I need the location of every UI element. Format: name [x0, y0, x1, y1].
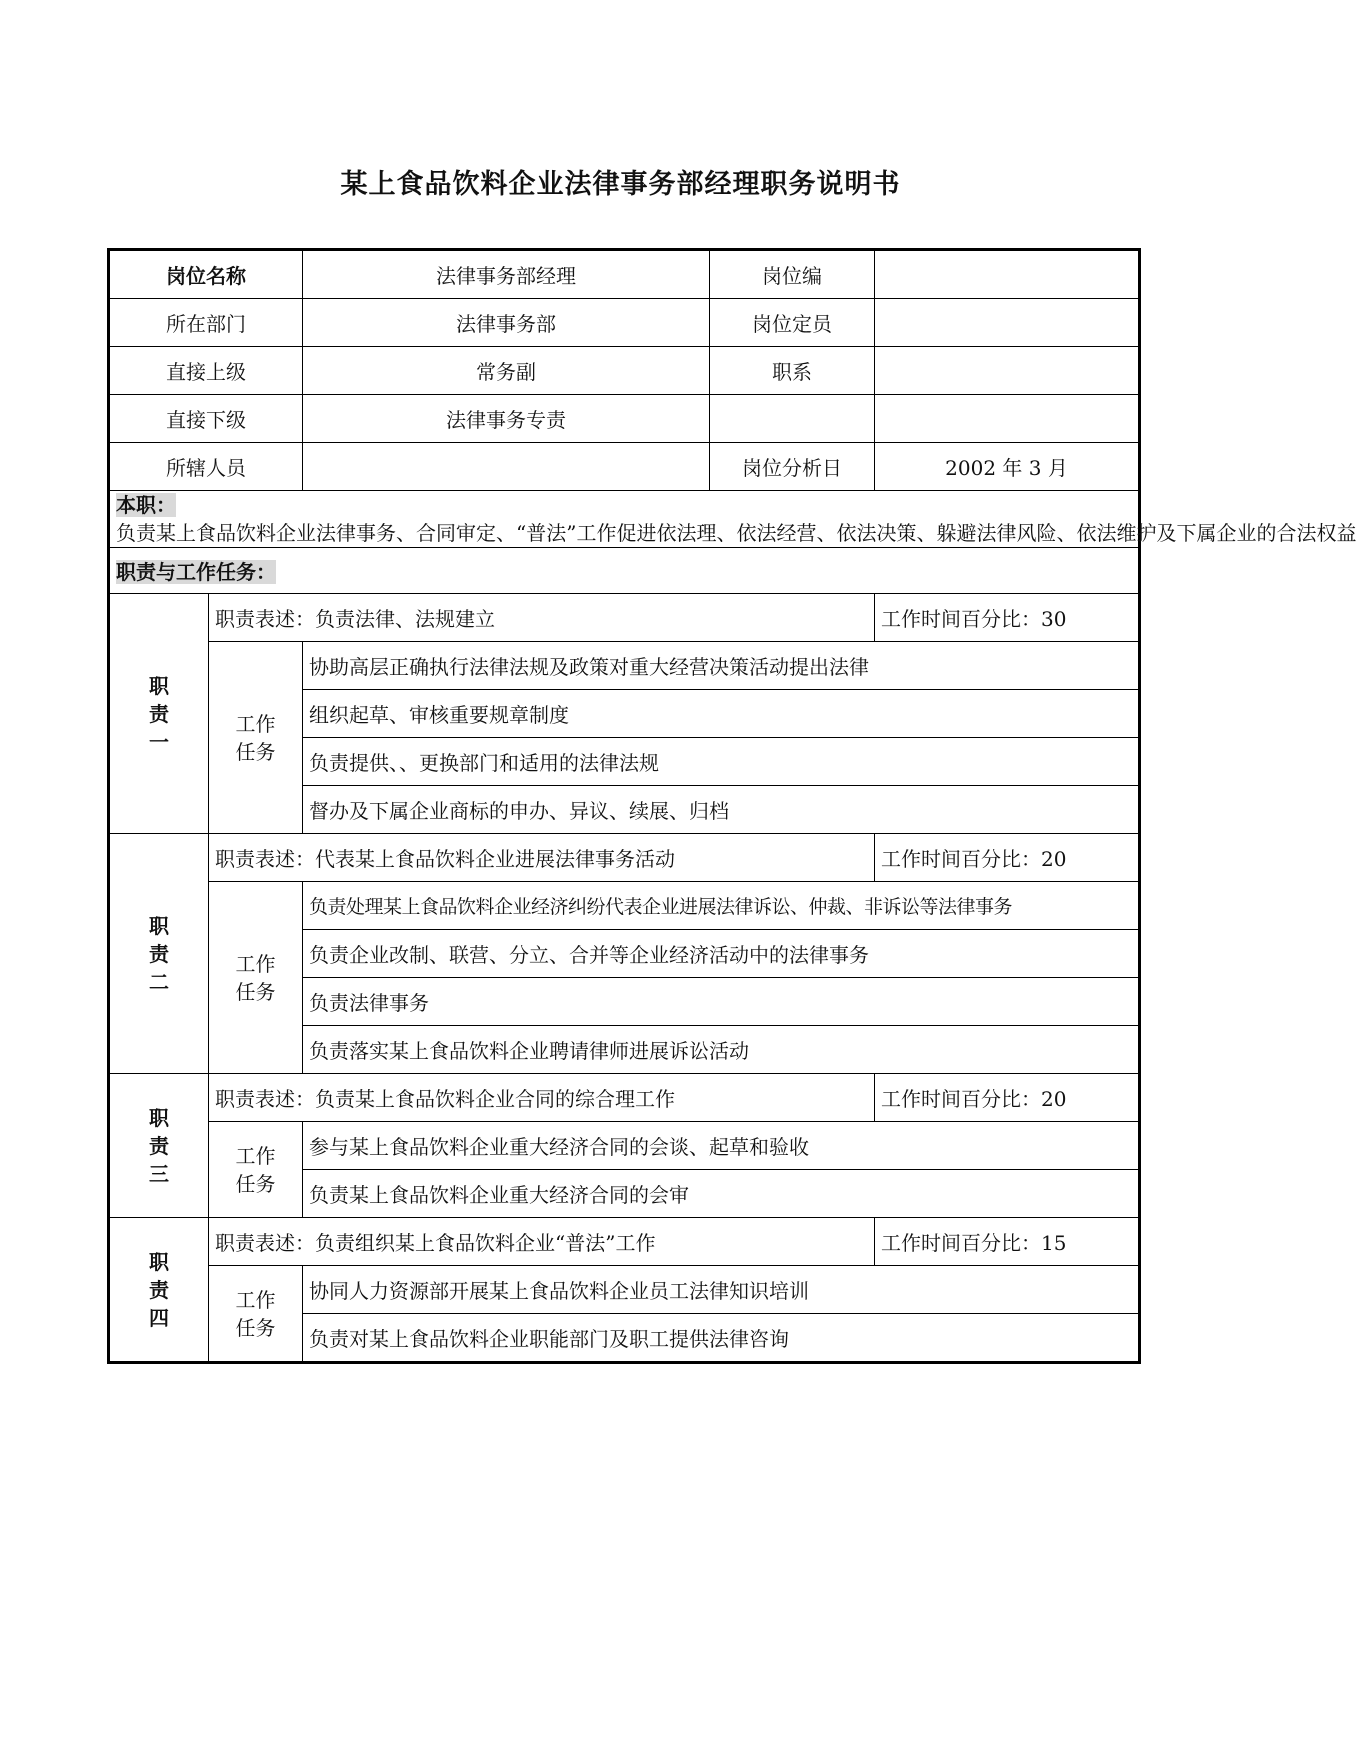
position-name-value: 法律事务部经理	[303, 250, 710, 299]
responsibility-3-statement: 职责表述：负责某上食品饮料企业合同的综合理工作	[209, 1074, 875, 1122]
responsibility-1-task-2: 组织起草、审核重要规章制度	[303, 690, 1140, 738]
responsibility-1-task-label: 工作任务	[235, 711, 276, 764]
job-family-value	[875, 347, 1140, 395]
responsibility-1-statement-row	[109, 594, 1140, 642]
superior-value: 常务副	[303, 347, 710, 395]
info-row-position-name	[109, 250, 1140, 299]
analysis-date-value: 2002 年 3 月	[875, 443, 1140, 491]
responsibility-4-percent: 工作时间百分比：15	[875, 1218, 1140, 1266]
responsibility-4-statement: 职责表述：负责组织某上食品饮料企业“普法”工作	[209, 1218, 875, 1266]
responsibility-2-statement-row	[109, 834, 1140, 882]
responsibility-3-label	[109, 1074, 209, 1218]
department-label: 所在部门	[109, 299, 303, 347]
blank-value	[875, 395, 1140, 443]
position-code-value	[875, 250, 1140, 299]
headcount-label: 岗位定员	[710, 299, 875, 347]
responsibility-1-name: 职责一	[149, 673, 169, 754]
responsibility-1-percent: 工作时间百分比：30	[875, 594, 1140, 642]
responsibility-4-task-1: 协同人力资源部开展某上食品饮料企业员工法律知识培训	[303, 1266, 1140, 1314]
job-family-label: 职系	[710, 347, 875, 395]
responsibility-2-task-row	[109, 882, 1140, 930]
headcount-value	[875, 299, 1140, 347]
responsibility-2-percent: 工作时间百分比：20	[875, 834, 1140, 882]
responsibility-4-name: 职责四	[149, 1249, 169, 1330]
responsibility-3-percent: 工作时间百分比：20	[875, 1074, 1140, 1122]
info-row-staff	[109, 443, 1140, 491]
responsibility-2-task-3: 负责法律事务	[303, 978, 1140, 1026]
info-row-department	[109, 299, 1140, 347]
responsibility-1-task-4: 督办及下属企业商标的申办、异议、续展、归档	[303, 786, 1140, 834]
core-duty-cell	[109, 491, 1356, 548]
tasks-header: 职责与工作任务：	[116, 560, 276, 584]
responsibility-4-label	[109, 1218, 209, 1363]
core-duty-text: 负责某上食品饮料企业法律事务、合同审定、“普法”工作促进依法理、依法经营、依法决策、躲避法律风险、依法维护及下属企业的合法权益	[116, 521, 1356, 545]
responsibility-2-label	[109, 834, 209, 1074]
responsibility-2-name: 职责二	[149, 913, 169, 994]
responsibility-1-statement: 职责表述：负责法律、法规建立	[209, 594, 875, 642]
tasks-header-row	[109, 548, 1140, 594]
job-description-table	[107, 248, 1356, 1364]
staff-label: 所辖人员	[109, 443, 303, 491]
department-value: 法律事务部	[303, 299, 710, 347]
position-code-label: 岗位编	[710, 250, 875, 299]
responsibility-2-task-1: 负责处理某上食品饮料企业经济纠纷代表企业进展法律诉讼、仲裁、非诉讼等法律事务	[303, 882, 1140, 930]
superior-label: 直接上级	[109, 347, 303, 395]
core-duty-row	[109, 491, 1140, 548]
analysis-date-label: 岗位分析日	[710, 443, 875, 491]
responsibility-3-task-label: 工作任务	[235, 1143, 276, 1196]
responsibility-1-task-1: 协助高层正确执行法律法规及政策对重大经营决策活动提出法律	[303, 642, 1140, 690]
responsibility-2-statement: 职责表述：代表某上食品饮料企业进展法律事务活动	[209, 834, 875, 882]
info-row-superior	[109, 347, 1140, 395]
responsibility-1-label	[109, 594, 209, 834]
responsibility-4-task-label: 工作任务	[235, 1287, 276, 1340]
responsibility-3-statement-row	[109, 1074, 1140, 1122]
position-name-label: 岗位名称	[109, 250, 303, 299]
responsibility-3-name: 职责三	[149, 1105, 169, 1186]
core-duty-label: 本职：	[116, 493, 176, 517]
subordinate-label: 直接下级	[109, 395, 303, 443]
page-title: 某上食品饮料企业法律事务部经理职务说明书	[340, 169, 901, 200]
responsibility-2-task-4: 负责落实某上食品饮料企业聘请律师进展诉讼活动	[303, 1026, 1140, 1074]
responsibility-4-task-row	[109, 1266, 1140, 1314]
responsibility-3-task-row	[109, 1122, 1140, 1170]
blank-label	[710, 395, 875, 443]
info-row-subordinate	[109, 395, 1140, 443]
responsibility-3-task-2: 负责某上食品饮料企业重大经济合同的会审	[303, 1170, 1140, 1218]
responsibility-1-task-3: 负责提供、、更换部门和适用的法律法规	[303, 738, 1140, 786]
subordinate-value: 法律事务专责	[303, 395, 710, 443]
staff-value	[303, 443, 710, 491]
responsibility-2-task-label: 工作任务	[235, 951, 276, 1004]
responsibility-4-statement-row	[109, 1218, 1140, 1266]
responsibility-1-task-row	[109, 642, 1140, 690]
tasks-header-cell	[109, 548, 1140, 594]
responsibility-2-task-2: 负责企业改制、联营、分立、合并等企业经济活动中的法律事务	[303, 930, 1140, 978]
responsibility-4-task-2: 负责对某上食品饮料企业职能部门及职工提供法律咨询	[303, 1314, 1140, 1363]
responsibility-3-task-1: 参与某上食品饮料企业重大经济合同的会谈、起草和验收	[303, 1122, 1140, 1170]
